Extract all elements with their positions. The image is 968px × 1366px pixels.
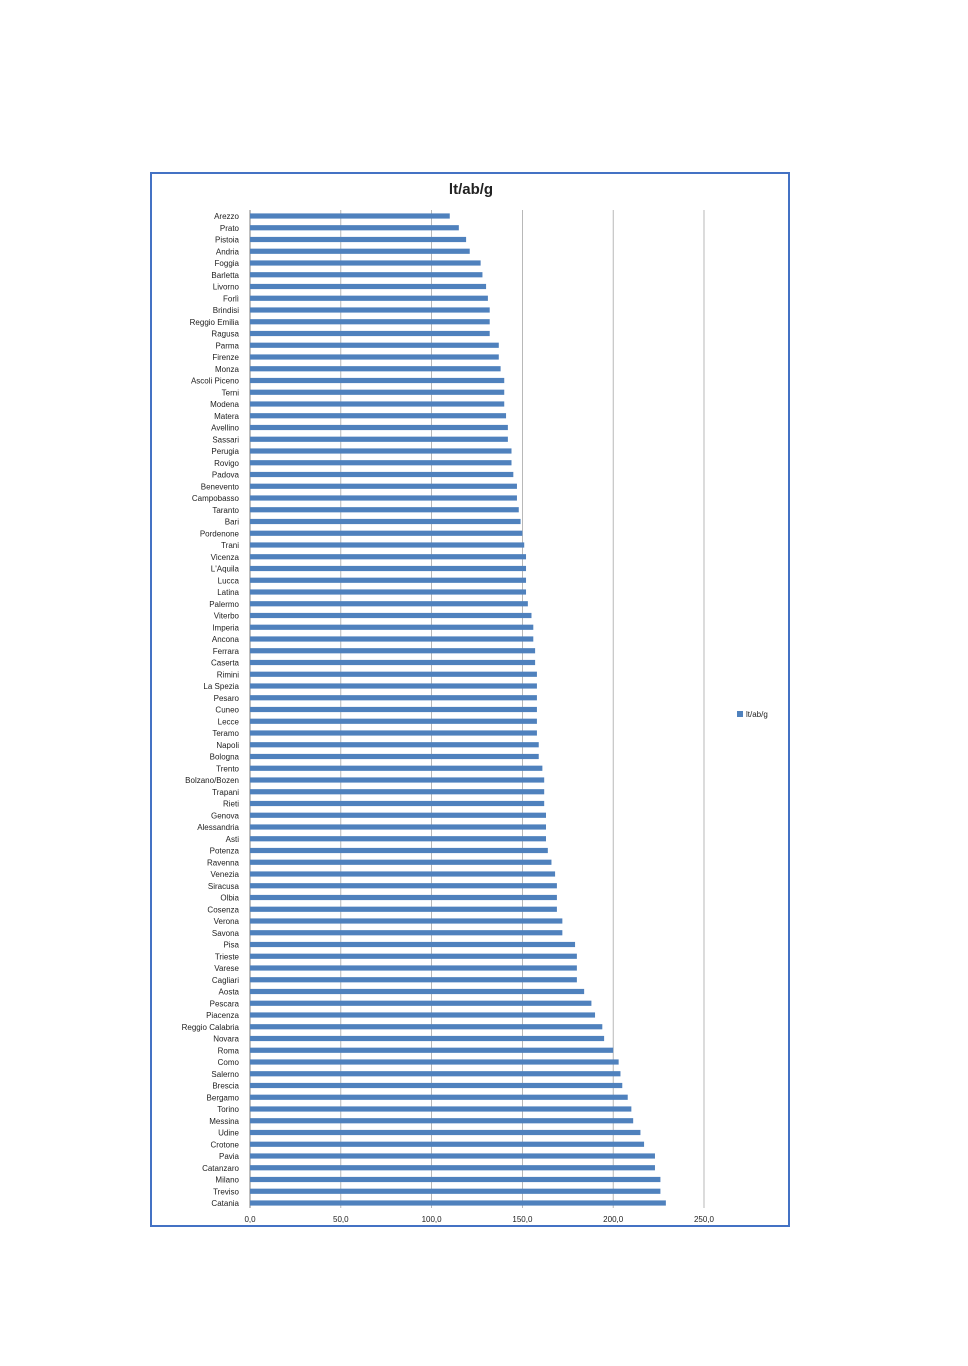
category-label: Cagliari bbox=[211, 975, 239, 985]
bar bbox=[250, 1059, 619, 1064]
bar bbox=[250, 296, 488, 301]
category-label: Perugia bbox=[211, 447, 239, 456]
bar bbox=[250, 789, 544, 794]
category-label: Pescara bbox=[209, 999, 239, 1009]
bar bbox=[250, 1118, 633, 1123]
bar bbox=[250, 249, 470, 254]
bar bbox=[250, 507, 519, 512]
category-label: Matera bbox=[214, 411, 239, 421]
category-label: Ravenna bbox=[206, 858, 239, 868]
category-label: Imperia bbox=[212, 623, 239, 633]
legend bbox=[737, 710, 768, 719]
bar bbox=[250, 1130, 640, 1135]
category-label: Latina bbox=[217, 588, 239, 597]
category-label: Pavia bbox=[218, 1152, 239, 1161]
bar bbox=[250, 613, 531, 618]
category-label: Catania bbox=[211, 1199, 239, 1208]
bar bbox=[250, 519, 521, 524]
category-label: Pisa bbox=[223, 940, 239, 950]
bars bbox=[250, 213, 666, 1205]
bar bbox=[250, 1048, 613, 1053]
category-label: Modena bbox=[210, 400, 239, 409]
bar bbox=[250, 448, 512, 453]
legend-label: lt/ab/g bbox=[746, 710, 768, 719]
category-label: Trento bbox=[216, 764, 239, 774]
bar bbox=[250, 1001, 591, 1006]
category-label: Pesaro bbox=[213, 693, 239, 703]
bar bbox=[250, 425, 508, 430]
bar bbox=[250, 225, 459, 230]
bar bbox=[250, 1095, 628, 1100]
bar bbox=[250, 542, 524, 547]
bar bbox=[250, 695, 537, 700]
bar bbox=[250, 413, 506, 418]
bar bbox=[250, 1142, 644, 1147]
bar bbox=[250, 578, 526, 583]
bar bbox=[250, 401, 504, 406]
bar bbox=[250, 1200, 666, 1205]
bar bbox=[250, 378, 504, 383]
bar bbox=[250, 942, 575, 947]
category-label: Avellino bbox=[211, 423, 239, 433]
bar bbox=[250, 977, 577, 982]
category-label: Trapani bbox=[212, 787, 239, 797]
category-label: Vicenza bbox=[210, 552, 239, 562]
x-tick-label: 150,0 bbox=[512, 1215, 533, 1224]
category-label: Ancona bbox=[211, 635, 239, 644]
category-label: Ragusa bbox=[211, 329, 239, 339]
bar bbox=[250, 907, 557, 912]
bar bbox=[250, 331, 490, 336]
category-label: Genova bbox=[210, 811, 239, 821]
bar bbox=[250, 472, 513, 477]
chart-frame bbox=[150, 172, 790, 1227]
x-tick-label: 0,0 bbox=[244, 1215, 256, 1224]
bar bbox=[250, 601, 528, 606]
category-label: Reggio Calabria bbox=[181, 1022, 239, 1032]
bar bbox=[250, 531, 522, 536]
bar bbox=[250, 754, 539, 759]
category-label: La Spezia bbox=[203, 682, 239, 691]
category-label: Lucca bbox=[217, 576, 239, 586]
category-label: Padova bbox=[211, 470, 239, 480]
category-label: Lecce bbox=[217, 717, 239, 727]
category-label: Andria bbox=[215, 247, 239, 257]
bar bbox=[250, 672, 537, 677]
category-label: Bari bbox=[224, 517, 239, 527]
category-label: Arezzo bbox=[214, 212, 239, 221]
bar bbox=[250, 895, 557, 900]
bar bbox=[250, 930, 562, 935]
bar bbox=[250, 860, 551, 865]
category-label: Terni bbox=[221, 388, 239, 398]
category-label: Parma bbox=[215, 341, 239, 351]
category-label: Viterbo bbox=[213, 611, 239, 621]
bar bbox=[250, 777, 544, 782]
category-label: Cuneo bbox=[215, 705, 239, 715]
bar bbox=[250, 1012, 595, 1017]
bar bbox=[250, 237, 466, 242]
category-label: Piacenza bbox=[206, 1011, 239, 1020]
category-label: Bolzano/Bozen bbox=[185, 776, 239, 785]
category-label: Venezia bbox=[210, 870, 239, 879]
category-label: Roma bbox=[217, 1046, 239, 1056]
category-label: Trani bbox=[221, 541, 239, 550]
category-label: Verona bbox=[213, 917, 239, 926]
category-label: Olbia bbox=[220, 893, 239, 903]
category-label: Barletta bbox=[211, 270, 239, 280]
bar bbox=[250, 954, 577, 959]
category-label: Pistoia bbox=[214, 235, 239, 245]
bar bbox=[250, 848, 548, 853]
bar bbox=[250, 801, 544, 806]
category-label: Crotone bbox=[210, 1140, 239, 1150]
category-label: Milano bbox=[215, 1175, 239, 1185]
bar bbox=[250, 566, 526, 571]
bar bbox=[250, 213, 450, 218]
category-label: Rovigo bbox=[214, 458, 239, 468]
bar bbox=[250, 1106, 631, 1111]
bar bbox=[250, 1153, 655, 1158]
category-label: Brindisi bbox=[212, 306, 239, 315]
category-label: Taranto bbox=[212, 505, 239, 515]
bar bbox=[250, 766, 542, 771]
category-label: Sassari bbox=[212, 435, 239, 445]
category-label: Ferrara bbox=[212, 646, 239, 656]
bar bbox=[250, 437, 508, 442]
category-label: Teramo bbox=[212, 729, 239, 738]
bar bbox=[250, 1083, 622, 1088]
category-label: Pordenone bbox=[199, 529, 239, 539]
category-label: Varese bbox=[214, 964, 239, 973]
bar bbox=[250, 730, 537, 735]
category-label: Messina bbox=[209, 1116, 239, 1126]
category-label: Benevento bbox=[200, 482, 239, 492]
bar bbox=[250, 1036, 604, 1041]
bar bbox=[250, 918, 562, 923]
bar bbox=[250, 1165, 655, 1170]
category-label: L'Aquila bbox=[210, 564, 239, 574]
category-label: Livorno bbox=[212, 282, 239, 292]
category-label: Torino bbox=[217, 1105, 239, 1114]
category-label: Asti bbox=[225, 834, 239, 844]
category-label: Bologna bbox=[209, 752, 239, 762]
bar bbox=[250, 284, 486, 289]
bar bbox=[250, 1177, 660, 1182]
bar bbox=[250, 707, 537, 712]
category-label: Bergamo bbox=[206, 1093, 239, 1103]
bar bbox=[250, 390, 504, 395]
category-label: Rimini bbox=[216, 670, 239, 680]
bar bbox=[250, 307, 490, 312]
category-label: Brescia bbox=[212, 1081, 239, 1091]
category-label: Udine bbox=[218, 1128, 239, 1138]
bar bbox=[250, 836, 546, 841]
bar bbox=[250, 260, 481, 265]
category-label: Napoli bbox=[216, 740, 239, 750]
bar bbox=[250, 648, 535, 653]
category-label: Potenza bbox=[209, 846, 239, 856]
bar bbox=[250, 989, 584, 994]
category-labels bbox=[182, 212, 240, 1208]
bar bbox=[250, 589, 526, 594]
bar bbox=[250, 742, 539, 747]
category-label: Como bbox=[217, 1058, 239, 1067]
category-label: Forlì bbox=[223, 294, 239, 304]
legend-swatch bbox=[737, 711, 743, 717]
bar bbox=[250, 660, 535, 665]
category-label: Campobasso bbox=[191, 494, 239, 503]
category-label: Salerno bbox=[211, 1069, 239, 1079]
bar bbox=[250, 683, 537, 688]
bar bbox=[250, 343, 499, 348]
category-label: Novara bbox=[213, 1034, 239, 1044]
chart-title: lt/ab/g bbox=[448, 181, 494, 198]
category-label: Treviso bbox=[213, 1187, 239, 1197]
bar bbox=[250, 625, 533, 630]
bar bbox=[250, 354, 499, 359]
category-label: Trieste bbox=[214, 952, 239, 962]
bar bbox=[250, 460, 512, 465]
bar bbox=[250, 719, 537, 724]
bar bbox=[250, 1189, 660, 1194]
bar bbox=[250, 272, 482, 277]
x-axis-ticks bbox=[244, 1215, 714, 1224]
x-tick-label: 100,0 bbox=[421, 1215, 442, 1224]
bar bbox=[250, 871, 555, 876]
bar bbox=[250, 495, 517, 500]
bar bbox=[250, 883, 557, 888]
bar bbox=[250, 554, 526, 559]
bar bbox=[250, 484, 517, 489]
bar bbox=[250, 1071, 620, 1076]
bar bbox=[250, 824, 546, 829]
category-label: Prato bbox=[219, 223, 239, 233]
bar bbox=[250, 366, 501, 371]
bar bbox=[250, 636, 533, 641]
category-label: Alessandria bbox=[197, 823, 239, 832]
category-label: Rieti bbox=[222, 799, 239, 809]
category-label: Reggio Emilia bbox=[189, 317, 239, 327]
bar bbox=[250, 813, 546, 818]
category-label: Monza bbox=[214, 364, 239, 374]
category-label: Ascoli Piceno bbox=[190, 376, 239, 386]
bar bbox=[250, 965, 577, 970]
x-tick-label: 250,0 bbox=[693, 1215, 715, 1224]
category-label: Catanzaro bbox=[202, 1163, 239, 1173]
x-tick-label: 200,0 bbox=[603, 1215, 624, 1224]
category-label: Savona bbox=[211, 928, 239, 938]
bar-chart bbox=[152, 174, 792, 1229]
category-label: Firenze bbox=[212, 353, 239, 362]
bar bbox=[250, 319, 490, 324]
bar bbox=[250, 1024, 602, 1029]
category-label: Foggia bbox=[214, 259, 239, 268]
category-label: Siracusa bbox=[207, 881, 239, 891]
category-label: Cosenza bbox=[207, 905, 239, 915]
category-label: Caserta bbox=[210, 658, 239, 668]
x-tick-label: 50,0 bbox=[333, 1215, 349, 1224]
category-label: Aosta bbox=[218, 987, 239, 997]
category-label: Palermo bbox=[209, 599, 239, 609]
